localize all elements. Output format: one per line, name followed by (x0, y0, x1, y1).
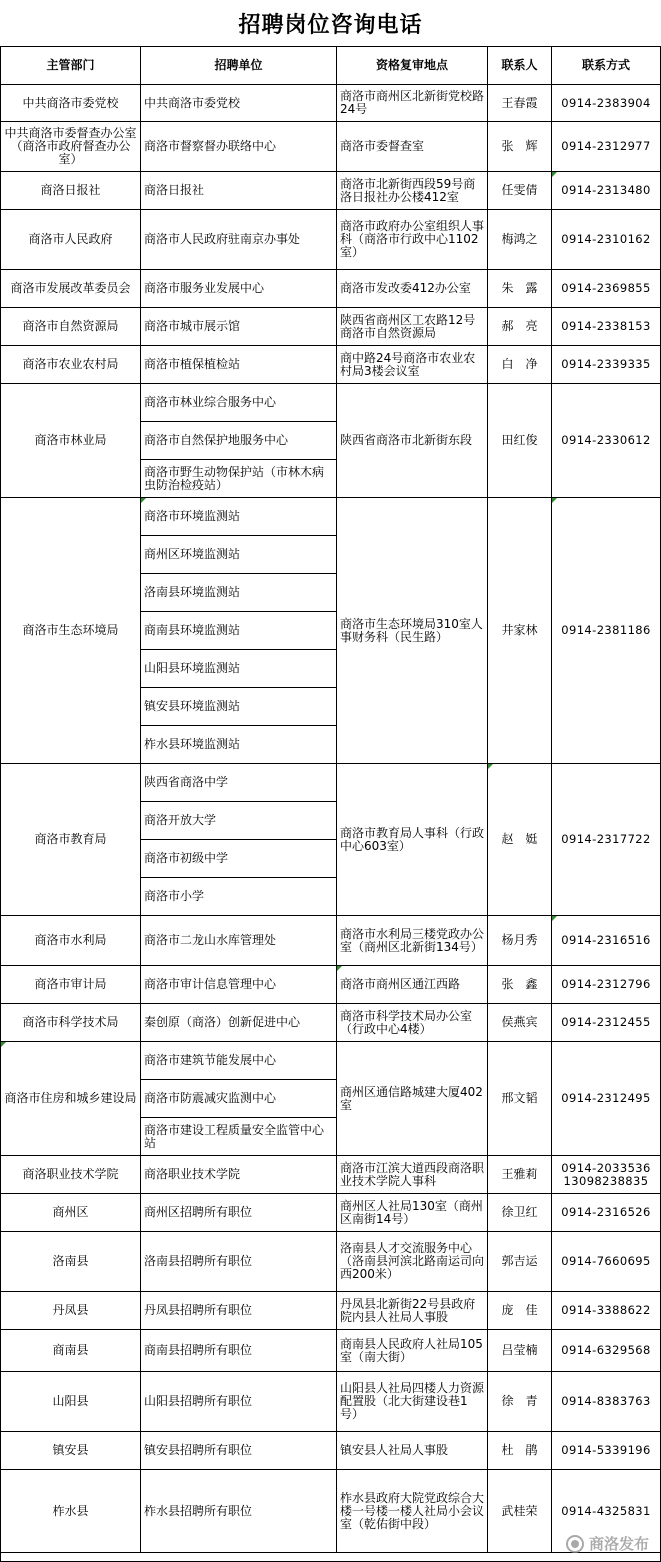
location-cell: 柞水县政府大院党政综合大楼一号楼一楼人社局小会议室（乾佑街中段） (337, 1470, 488, 1553)
phone-cell (552, 270, 661, 308)
location-cell: 商洛市科学技术局办公室（行政中心4楼） (337, 1004, 488, 1042)
contact-cell: 张 辉 (488, 122, 552, 172)
unit-cell: 商洛市植保植检站 (141, 346, 337, 384)
phone-cell (552, 384, 661, 498)
unit-cell: 商洛职业技术学院 (141, 1156, 337, 1194)
unit-cell: 商洛市督察督办联络中心 (141, 122, 337, 172)
location-cell: 商洛市政府办公室组织人事科（商洛市行政中心1102室） (337, 210, 488, 270)
contact-cell: 杨月秀 (488, 916, 552, 966)
phone-cell (552, 1042, 661, 1156)
header-unit: 招聘单位 (141, 46, 337, 85)
phone-number: 0914-2317722 (561, 832, 651, 846)
phone-number: 0914-2338153 (561, 319, 651, 333)
unit-cell: 商洛市城市展示馆 (141, 308, 337, 346)
phone-number: 0914-5339196 (561, 1443, 651, 1457)
phone-number: 0914-2312455 (561, 1015, 651, 1029)
phone-cell (552, 1292, 661, 1330)
phone-number: 0914-4325831 (561, 1503, 651, 1518)
phone-cell (552, 1232, 661, 1292)
phone-number: 0914-7660695 (561, 1254, 651, 1268)
phone-cell (552, 1156, 661, 1194)
location-cell: 商洛市水利局三楼党政办公室（商州区北新街134号） (337, 916, 488, 966)
contact-cell: 梅鸿之 (488, 210, 552, 270)
dept-cell: 商南县 (0, 1330, 141, 1372)
unit-cell: 商洛市服务业发展中心 (141, 270, 337, 308)
phone-cell (552, 308, 661, 346)
phone-cell (552, 1004, 661, 1042)
location-cell: 商洛市发改委412办公室 (337, 270, 488, 308)
contact-cell: 郭吉运 (488, 1232, 552, 1292)
phone-number: 0914-2033536 (561, 1160, 651, 1175)
phone-cell (552, 346, 661, 384)
location-cell: 洛南县人才交流服务中心（洛南县河滨北路南运司向西200米） (337, 1232, 488, 1292)
dept-cell: 商州区 (0, 1194, 141, 1232)
phone-cell (552, 1432, 661, 1470)
location-cell: 丹凤县北新街22号县政府院内县人社局人事股 (337, 1292, 488, 1330)
unit-cell: 丹凤县招聘所有职位 (141, 1292, 337, 1330)
dept-cell: 商洛市科学技术局 (0, 1004, 141, 1042)
phone-number: 0914-3388622 (561, 1303, 651, 1317)
phone-number: 0914-2339335 (561, 357, 651, 371)
unit-cell: 秦创原（商洛）创新促进中心 (141, 1004, 337, 1042)
phone-number: 0914-8383763 (561, 1394, 651, 1408)
phone-cell (552, 498, 661, 764)
phone-number: 0914-2316516 (561, 933, 651, 947)
unit-cell: 商洛市审计信息管理中心 (141, 966, 337, 1004)
phone-cell (552, 85, 661, 122)
location-cell: 商洛市教育局人事科（行政中心603室） (337, 764, 488, 916)
contact-cell: 郝 亮 (488, 308, 552, 346)
dept-cell: 商洛市审计局 (0, 966, 141, 1004)
dept-cell: 柞水县 (0, 1470, 141, 1553)
contact-cell: 庞 佳 (488, 1292, 552, 1330)
phone-cell (552, 1372, 661, 1432)
location-cell: 商州区通信路城建大厦402室 (337, 1042, 488, 1156)
unit-cell: 商洛市小学 (141, 878, 337, 916)
dept-cell: 中共商洛市委党校 (0, 85, 141, 122)
unit-cell: 洛南县环境监测站 (141, 574, 337, 612)
unit-cell: 商洛开放大学 (141, 802, 337, 840)
dept-cell: 商洛市教育局 (0, 764, 141, 916)
phone-number: 0914-2312796 (561, 977, 651, 991)
unit-cell: 镇安县招聘所有职位 (141, 1432, 337, 1470)
location-cell: 商洛市商州区北新街党校路24号 (337, 85, 488, 122)
location-cell: 商洛市江滨大道西段商洛职业技术学院人事科 (337, 1156, 488, 1194)
dept-cell: 商洛日报社 (0, 172, 141, 210)
contact-cell: 朱 露 (488, 270, 552, 308)
location-cell: 商洛市商州区通江西路 (337, 966, 488, 1004)
unit-cell: 商州区招聘所有职位 (141, 1194, 337, 1232)
phone-number: 13098238835 (563, 1173, 649, 1188)
location-cell: 商洛市北新街西段59号商洛日报社办公楼412室 (337, 172, 488, 210)
unit-cell: 商洛市建筑节能发展中心 (141, 1042, 337, 1080)
phone-number: 0914-2310162 (561, 232, 651, 246)
phone-cell (552, 172, 661, 210)
phone-cell (552, 210, 661, 270)
dept-cell: 中共商洛市委督查办公室（商洛市政府督查办公室） (0, 122, 141, 172)
contact-cell: 王雅莉 (488, 1156, 552, 1194)
unit-cell: 商洛市人民政府驻南京办事处 (141, 210, 337, 270)
dept-cell: 商洛市农业农村局 (0, 346, 141, 384)
unit-cell: 洛南县招聘所有职位 (141, 1232, 337, 1292)
contact-cell: 王春霞 (488, 85, 552, 122)
dept-cell: 商洛市生态环境局 (0, 498, 141, 764)
location-cell: 镇安县人社局人事股 (337, 1432, 488, 1470)
location-cell: 商南县人民政府人社局105室（南大街） (337, 1330, 488, 1372)
contact-cell: 井家林 (488, 498, 552, 764)
contact-cell: 赵 娗 (488, 764, 552, 916)
unit-cell: 山阳县招聘所有职位 (141, 1372, 337, 1432)
dept-cell: 商洛市人民政府 (0, 210, 141, 270)
unit-cell: 商洛市防震减灾监测中心 (141, 1080, 337, 1118)
unit-cell: 商洛市林业综合服务中心 (141, 384, 337, 422)
dept-cell: 商洛市住房和城乡建设局 (0, 1042, 141, 1156)
dept-cell: 商洛市自然资源局 (0, 308, 141, 346)
unit-cell: 商洛市野生动物保护站（市林木病虫防治检疫站） (141, 460, 337, 498)
phone-cell (552, 916, 661, 966)
logo-icon (566, 1535, 584, 1553)
phone-number: 0914-6329568 (561, 1343, 651, 1357)
contact-cell: 徐卫红 (488, 1194, 552, 1232)
phone-number: 0914-2381186 (561, 623, 651, 637)
header-phone: 联系方式 (552, 46, 661, 85)
phone-number: 0914-2330612 (561, 433, 651, 447)
unit-cell: 商洛市自然保护地服务中心 (141, 422, 337, 460)
phone-cell (552, 764, 661, 916)
location-cell: 商州区人社局130室（商州区南街14号） (337, 1194, 488, 1232)
contact-cell: 邢文韬 (488, 1042, 552, 1156)
watermark (566, 1533, 649, 1554)
unit-cell: 镇安县环境监测站 (141, 688, 337, 726)
unit-cell: 中共商洛市委党校 (141, 85, 337, 122)
unit-cell: 商洛市初级中学 (141, 840, 337, 878)
phone-number: 0914-2313480 (561, 183, 651, 197)
contact-cell: 武桂荣 (488, 1470, 552, 1553)
unit-cell: 商洛市环境监测站 (141, 498, 337, 536)
phone-number: 0914-2316526 (561, 1205, 651, 1219)
phone-number: 0914-2369855 (561, 281, 651, 295)
phone-number: 0914-2312495 (561, 1091, 651, 1105)
header-contact: 联系人 (488, 46, 552, 85)
contact-cell: 白 净 (488, 346, 552, 384)
unit-cell: 商南县环境监测站 (141, 612, 337, 650)
dept-cell: 商洛职业技术学院 (0, 1156, 141, 1194)
unit-cell: 陕西省商洛中学 (141, 764, 337, 802)
dept-cell: 商洛市林业局 (0, 384, 141, 498)
phone-number: 0914-2383904 (561, 95, 651, 110)
unit-cell: 商州区环境监测站 (141, 536, 337, 574)
contact-cell: 侯燕宾 (488, 1004, 552, 1042)
dept-cell: 镇安县 (0, 1432, 141, 1470)
unit-cell: 商洛市建设工程质量安全监管中心站 (141, 1118, 337, 1156)
header-loc: 资格复审地点 (337, 46, 488, 85)
phone-cell (552, 1330, 661, 1372)
unit-cell: 柞水县招聘所有职位 (141, 1470, 337, 1553)
dept-cell: 商洛市水利局 (0, 916, 141, 966)
location-cell: 陕西省商洛市北新街东段 (337, 384, 488, 498)
unit-cell: 柞水县环境监测站 (141, 726, 337, 764)
dept-cell: 山阳县 (0, 1372, 141, 1432)
page-title: 招聘岗位咨询电话 (238, 11, 423, 38)
contact-cell: 杜 鹃 (488, 1432, 552, 1470)
phone-cell (552, 966, 661, 1004)
unit-cell: 商洛日报社 (141, 172, 337, 210)
header-dept: 主管部门 (0, 46, 141, 85)
unit-cell: 商南县招聘所有职位 (141, 1330, 337, 1372)
location-cell: 商中路24号商洛市农业农村局3楼会议室 (337, 346, 488, 384)
location-cell: 陕西省商州区工农路12号商洛市自然资源局 (337, 308, 488, 346)
unit-cell: 山阳县环境监测站 (141, 650, 337, 688)
watermark-text: 商洛发布 (588, 1535, 649, 1553)
contact-cell: 田红俊 (488, 384, 552, 498)
phone-cell (552, 122, 661, 172)
phone-cell (552, 1194, 661, 1232)
contact-cell: 吕莹楠 (488, 1330, 552, 1372)
contact-cell: 任雯倩 (488, 172, 552, 210)
phone-number: 0914-2312977 (561, 139, 651, 153)
location-cell: 商洛市生态环境局310室人事财务科（民生路） (337, 498, 488, 764)
dept-cell: 商洛市发展改革委员会 (0, 270, 141, 308)
dept-cell: 丹凤县 (0, 1292, 141, 1330)
location-cell: 商洛市委督查室 (337, 122, 488, 172)
dept-cell: 洛南县 (0, 1232, 141, 1292)
location-cell: 山阳县人社局四楼人力资源配置股（北大街建设巷1号） (337, 1372, 488, 1432)
contact-cell: 张 鑫 (488, 966, 552, 1004)
unit-cell: 商洛市二龙山水库管理处 (141, 916, 337, 966)
contact-cell: 徐 青 (488, 1372, 552, 1432)
